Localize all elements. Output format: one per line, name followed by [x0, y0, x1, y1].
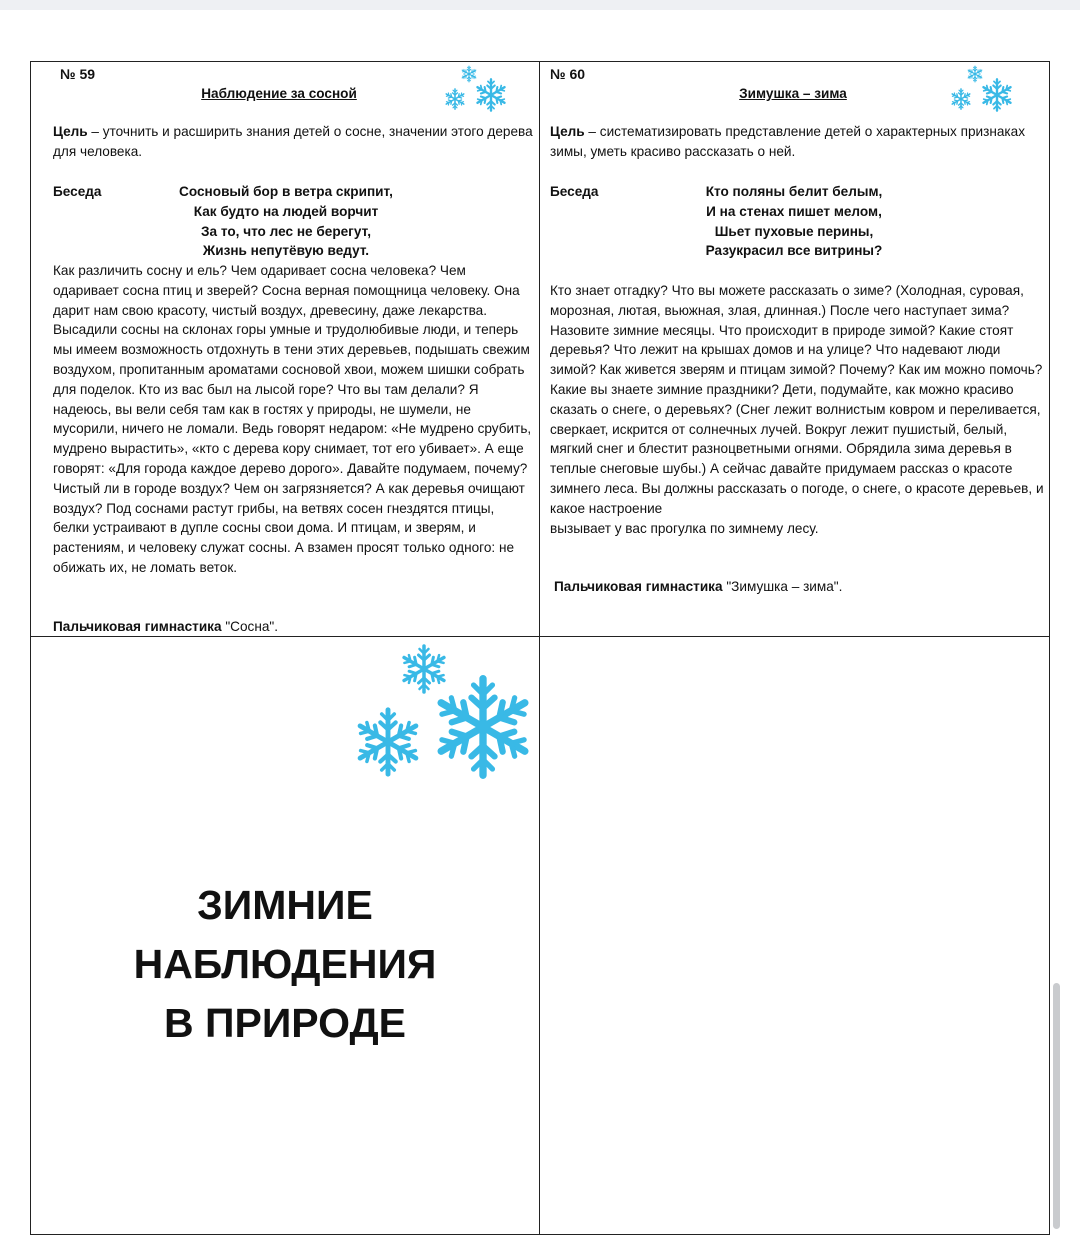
snowflake-icon — [461, 66, 476, 82]
card-59 — [53, 62, 533, 636]
top-toolbar-strip — [0, 0, 1080, 10]
snowflake-icon — [967, 66, 982, 82]
goal-label: Цель — [53, 124, 88, 139]
snowflake-icon — [476, 79, 507, 110]
poem-line: За то, что лес не берегут, — [201, 223, 371, 239]
card-title: Зимушка – зима — [739, 86, 847, 101]
poem-line: Шьет пуховые перины, — [714, 223, 874, 239]
card-goal — [53, 122, 533, 162]
cover-title-line: ЗИМНИЕ — [197, 882, 373, 928]
cover-title — [40, 876, 530, 1053]
card-number: № 60 — [550, 66, 586, 82]
gym-label: Пальчиковая гимнастика — [554, 579, 723, 594]
gym-text: "Сосна". — [221, 619, 278, 634]
snowflake-icon — [951, 89, 971, 109]
card-body: Как различить сосну и ель? Чем одаривает сосна человека? Чем одаривает сосна птиц и зверей? Сосна верная помощница человеку. Она дарит нам свою красоту, чистый воздух, древесину, даже лекарства. Высадили сосны на склонах горы умные и трудолюбивые люди, и теперь мы имеем возможность отдохнуть в тени этих деревьев, подышать свежим воздухом, пропитанным ароматами сосновой хвои, можем шишки собрать для поделок. Кто из вас был на лысой горе? Что вы там делали? Я надеюсь, вы вели себя там как в гостях у природы, не шумели, не мусорили, ничего не ломали. Ведь говорят недаром: «Не мудрено срубить, мудрено вырастить», «кто с дерева кору снимает, тот его убивает». А еще говорят: «Для города каждое дерево дорого». Давайте подумаем, почему? Чистый ли в городе воздух? Чем он загрязняется? А как деревья очищают воздух? Под соснами растут грибы, на ветвях сосен гнездятся птицы, белки устраивают в дупле сосны свои дома. И птицам, и зверям, и растениям, и человеку служат сосны. А взамен просят только одного: не обижать их, не ломать веток. — [53, 263, 532, 575]
goal-text: – систематизировать представление детей о характерных признаках зимы, уметь красиво рассказать о ней. — [550, 124, 1026, 159]
snowflake-icon — [445, 89, 465, 109]
poem-line: Жизнь непутёвую ведут. — [202, 243, 370, 259]
snowflake-icon — [435, 679, 530, 776]
card-goal — [550, 122, 1044, 162]
gym-label: Пальчиковая гимнастика — [53, 619, 222, 634]
snowflake-icon — [356, 710, 419, 774]
card-60 — [550, 62, 1044, 636]
card-body-tail: вызывает у вас прогулка по зимнему лесу. — [550, 520, 819, 536]
poem — [171, 182, 401, 261]
card-body — [550, 281, 1044, 538]
grid-horizontal-divider — [30, 636, 1050, 637]
poem-line: Кто поляны белит белым, — [705, 184, 883, 199]
finger-gym — [53, 617, 278, 636]
snowflake-icon-group — [946, 62, 1021, 120]
goal-text: – уточнить и расширить знания детей о сосне, значении этого дерева для человека. — [53, 124, 533, 159]
card-number: № 59 — [60, 66, 96, 82]
talk-label: Беседа — [53, 184, 102, 199]
poem-line: Разукрасил все витрины? — [705, 243, 883, 259]
card-title: Наблюдение за сосной — [201, 86, 357, 101]
poem-line: Сосновый бор в ветра скрипит, — [179, 184, 393, 199]
card-body-main: Кто знает отгадку? Что вы можете рассказать о зиме? (Холодная, суровая, морозная, лютая, вьюжная, злая, длинная.) После чего наступает зима? Назовите зимние месяцы. Что происходит в природе зимой? Какие стоят деревья? Что лежит на крышах домов и на улице? Что надевают люди зимой? Как живется зверям и птицам зимой? Почему? Как им можно помочь? Какие вы знаете зимние праздники? Дети, подумайте, как можно красиво сказать о снеге, о деревьях? (Снег лежит волнистым ковром и переливается, сверкает, искрится от солнечных лучей. Вокруг лежит пушистый, белый, мягкий снег и блестит разноцветными огнями. Обрядила зима деревья в теплые снеговые шубы.) А сейчас давайте придумаем рассказ о красоте зимнего леса. Вы должны рассказать о погоде, о снеге, о красоте деревьев, и какое настроение — [550, 283, 1044, 516]
talk-label: Беседа — [550, 184, 599, 199]
snowflake-icon — [982, 79, 1013, 110]
cover-title-line: НАБЛЮДЕНИЯ — [133, 941, 437, 987]
poem — [678, 182, 910, 261]
goal-label: Цель — [550, 124, 585, 139]
gym-text: "Зимушка – зима". — [722, 579, 843, 594]
grid-vertical-divider — [539, 61, 540, 1235]
poem-line: И на стенах пишет мелом, — [706, 203, 882, 219]
snowflake-icon — [401, 646, 446, 692]
snowflake-icon-group-large — [350, 640, 535, 785]
poem-line: Как будто на людей ворчит — [193, 203, 379, 219]
vertical-scrollbar[interactable] — [1053, 983, 1060, 1229]
snowflake-icon-group — [440, 62, 515, 120]
cover-title-line: В ПРИРОДЕ — [164, 1000, 406, 1046]
finger-gym — [554, 577, 842, 597]
